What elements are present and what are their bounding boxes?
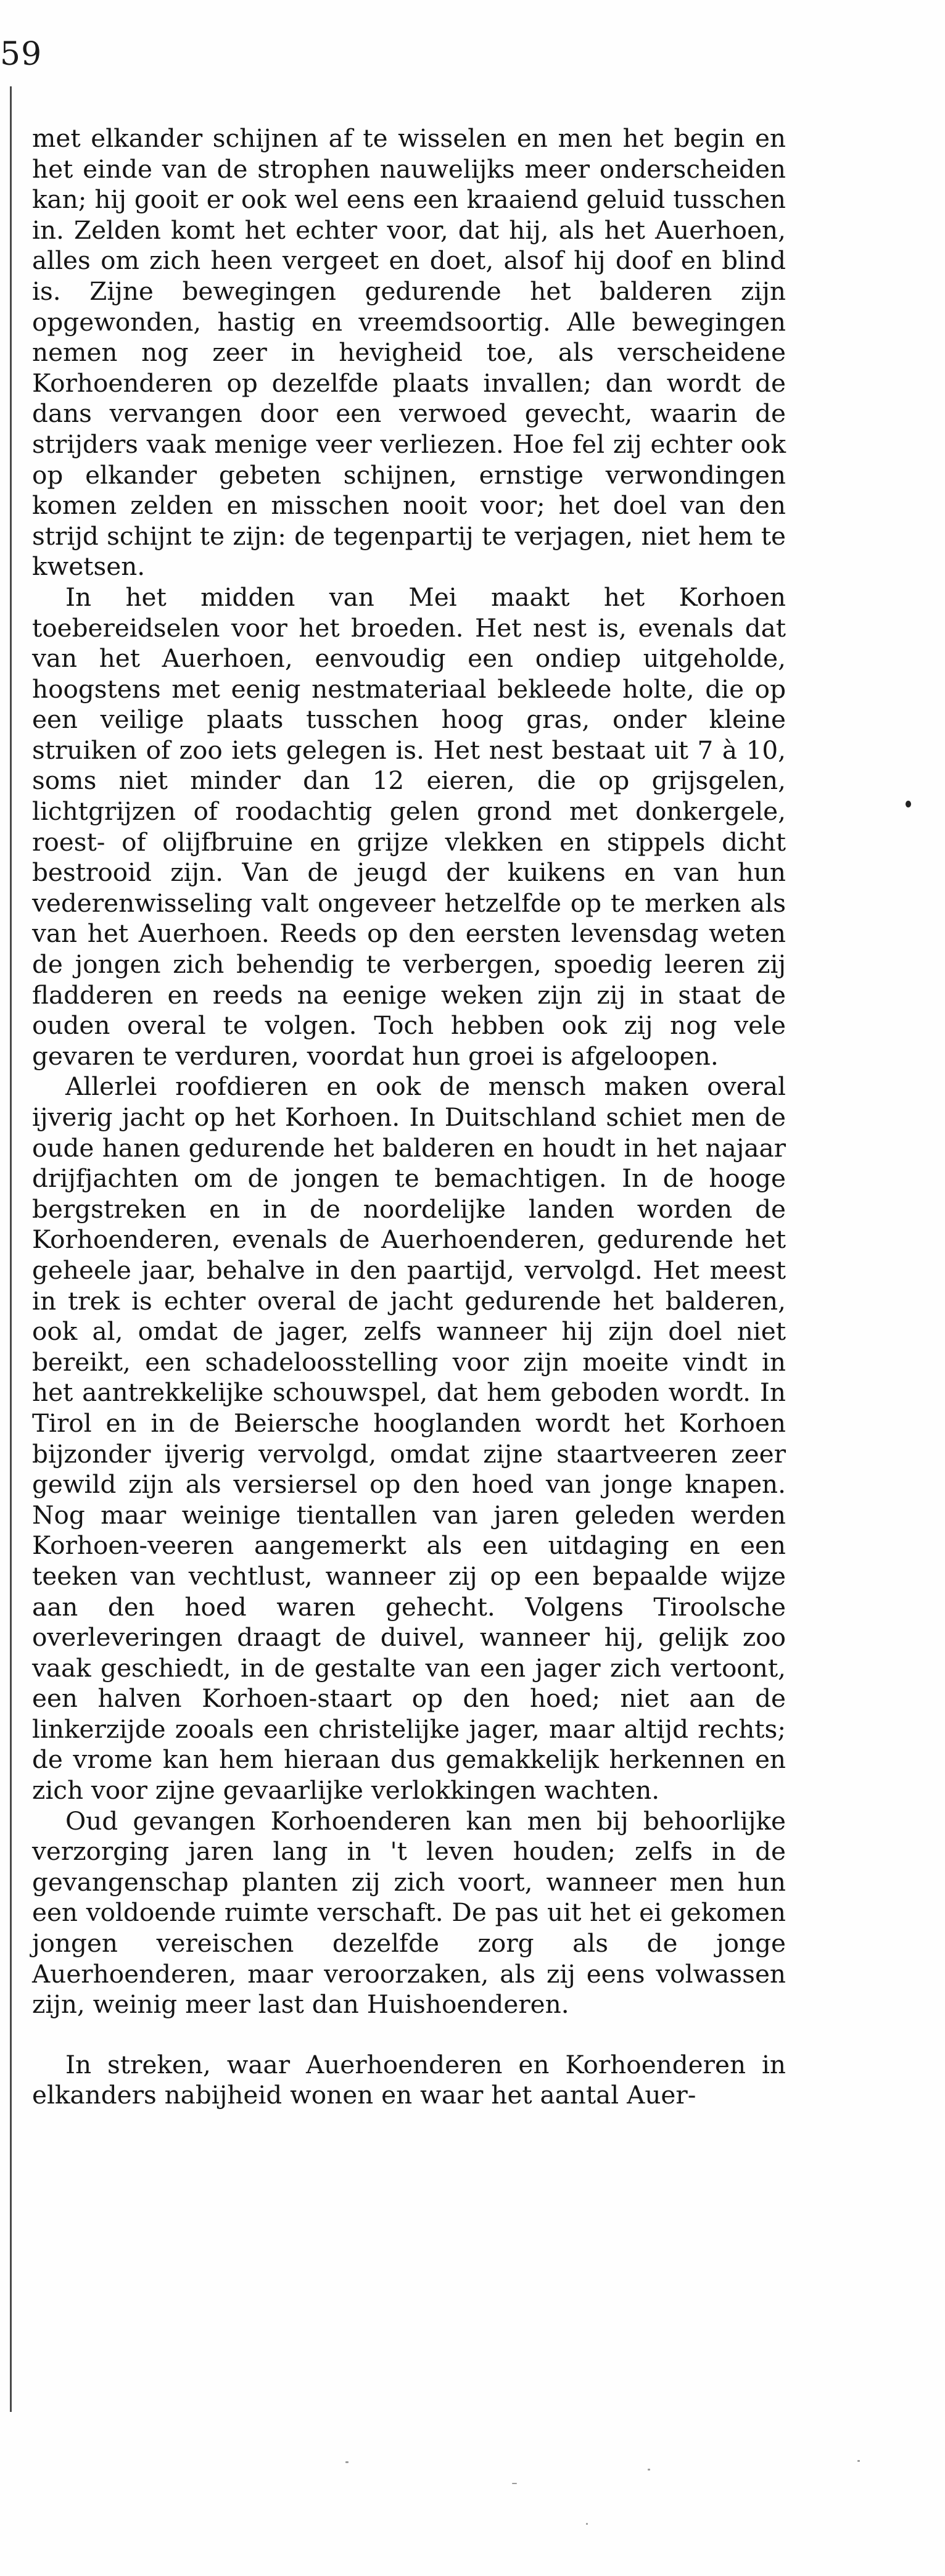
scan-speck xyxy=(512,2483,517,2484)
body-text xyxy=(32,123,786,2111)
scan-speck xyxy=(648,2469,650,2471)
paragraph-5: In streken, waar Auerhoenderen en Korhoenderen in elkanders nabijheid wonen en waar het aantal Auer- xyxy=(32,2049,786,2110)
paragraph-2: In het midden van Mei maakt het Korhoen toebereidselen voor het broeden. Het nest is, evenals dat van het Auerhoen, eenvoudig een ondiep uitgeholde, hoogstens met eenig nestmateriaal bekleede holte, die op een veilige plaats tusschen hoog gras, onder kleine struiken of zoo iets gelegen is. Het nest bestaat uit 7 à 10, soms niet minder dan 12 eieren, die op grijsgelen, lichtgrijzen of roodachtig gelen grond met donkergele, roest- of olijfbruine en grijze vlekken en stippels dicht bestrooid zijn. Van de jeugd der kuikens en van hun vederenwisseling valt ongeveer hetzelfde op te merken als van het Auerhoen. Reeds op den eersten levensdag weten de jongen zich behendig te verbergen, spoedig leeren zij fladderen en reeds na eenige weken zijn zij in staat de ouden overal te volgen. Toch hebben ook zij nog vele gevaren te verduren, voordat hun groei is afgeloopen. xyxy=(32,582,786,1071)
margin-rule xyxy=(10,86,12,2412)
scan-specks xyxy=(0,2437,945,2576)
scan-speck xyxy=(857,2460,860,2462)
page-number: 59 xyxy=(0,36,43,73)
scan-speck xyxy=(586,2523,588,2525)
paragraph-3: Allerlei roofdieren en ook de mensch maken overal ijverig jacht op het Korhoen. In Duitschland schiet men de oude hanen gedurende het balderen en houdt in het najaar drijfjachten om de jongen te bemachtigen. In de hooge bergstreken en in de noordelijke landen worden de Korhoenderen, evenals de Auerhoenderen, gedurende het geheele jaar, behalve in den paartijd, vervolgd. Het meest in trek is echter overal de jacht gedurende het balderen, ook al, omdat de jager, zelfs wanneer hij zijn doel niet bereikt, een schadeloosstelling voor zijn moeite vindt in het aantrekkelijke schouwspel, dat hem geboden wordt. In Tirol en in de Beiersche hooglanden wordt het Korhoen bijzonder ijverig vervolgd, omdat zijne staartveeren zeer gewild zijn als versiersel op den hoed van jonge knapen. Nog maar weinige tientallen van jaren geleden werden Korhoen-veeren aangemerkt als een uitdaging en een teeken van vechtlust, wanneer zij op een bepaalde wijze aan den hoed waren gehecht. Volgens Tiroolsche overleveringen draagt de duivel, wanneer hij, gelijk zoo vaak geschiedt, in de gestalte van een jager zich vertoont, een halven Korhoen-staart op den hoed; niet aan de linkerzijde zooals een christelijke jager, maar altijd rechts; de vrome kan hem hieraan dus gemakkelijk herkennen en zich voor zijne gevaarlijke verlokkingen wachten. xyxy=(32,1071,786,1806)
ink-speck xyxy=(906,801,911,807)
paragraph-4: Oud gevangen Korhoenderen kan men bij behoorlijke verzorging jaren lang in 't leven houden; zelfs in de gevangenschap planten zij zich voort, wanneer men hun een voldoende ruimte verschaft. De pas uit het ei gekomen jongen vereischen dezelfde zorg als de jonge Auerhoenderen, maar veroorzaken, als zij eens volwassen zijn, weinig meer last dan Huishoenderen. xyxy=(32,1806,786,2020)
paragraph-1: met elkander schijnen af te wisselen en men het begin en het einde van de strophen nauwelijks meer onderscheiden kan; hij gooit er ook wel eens een kraaiend geluid tusschen in. Zelden komt het echter voor, dat hij, als het Auerhoen, alles om zich heen vergeet en doet, alsof hij doof en blind is. Zijne bewegingen gedurende het balderen zijn opgewonden, hastig en vreemdsoortig. Alle bewegingen nemen nog zeer in hevigheid toe, als verscheidene Korhoenderen op dezelfde plaats invallen; dan wordt de dans vervangen door een verwoed gevecht, waarin de strijders vaak menige veer verliezen. Hoe fel zij echter ook op elkander gebeten schijnen, ernstige verwondingen komen zelden en misschen nooit voor; het doel van den strijd schijnt te zijn: de tegenpartij te verjagen, niet hem te kwetsen. xyxy=(32,123,786,582)
scan-speck xyxy=(345,2461,349,2463)
